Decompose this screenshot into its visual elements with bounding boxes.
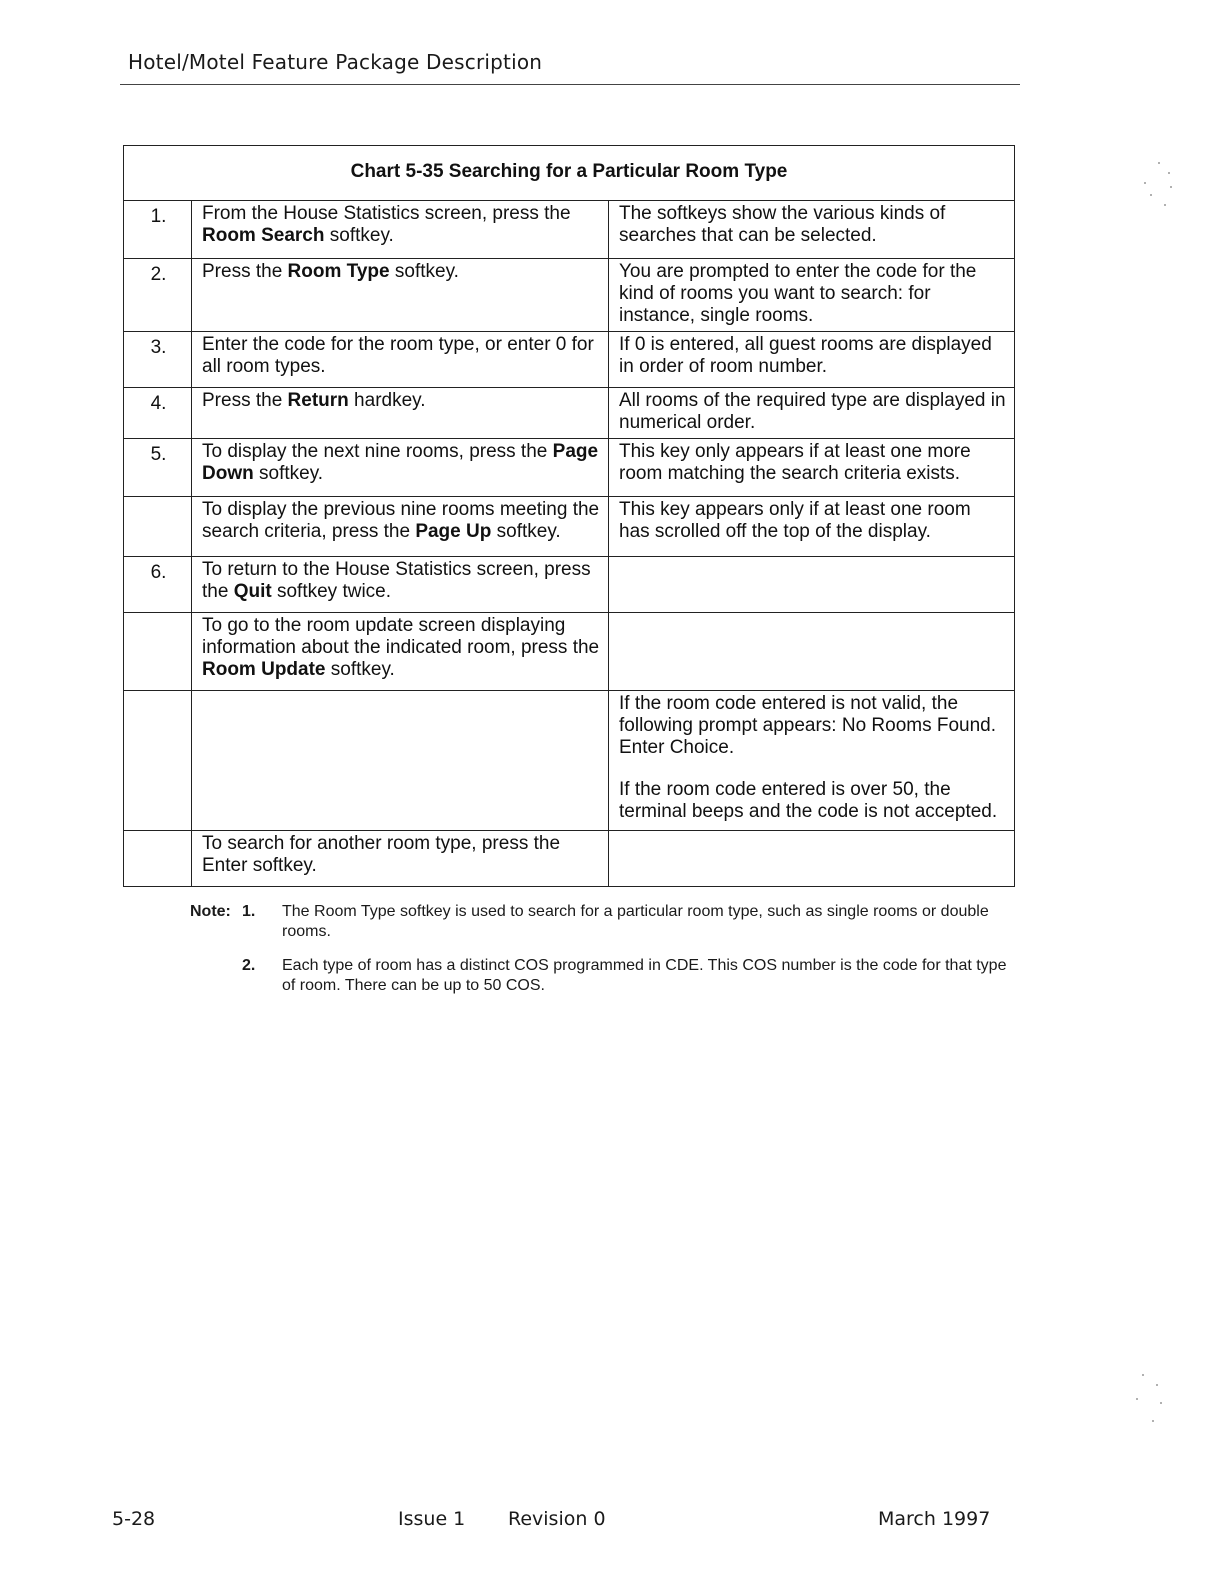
key-name: Quit [233, 581, 272, 602]
step-action [192, 557, 609, 613]
note-number: 1. [242, 903, 256, 920]
step-number: 3. [124, 332, 192, 388]
table-row [124, 497, 1015, 557]
step-action [192, 332, 609, 388]
key-name: Room Update [202, 659, 326, 680]
table-row [124, 613, 1015, 691]
text-fragment: If the room code entered is over 50, the terminal beeps and the code is not accepted. [619, 779, 998, 822]
table-row [124, 439, 1015, 497]
step-result [609, 691, 1015, 831]
text-fragment: Press the [202, 261, 288, 282]
step-result [609, 557, 1015, 613]
step-number [124, 497, 192, 557]
chart-body [124, 201, 1015, 887]
text-fragment: To go to the room update screen displaying information about the indicated room, press the [202, 615, 600, 658]
step-action [192, 439, 609, 497]
date-label: March 1997 [878, 1508, 991, 1530]
step-action [192, 201, 609, 259]
scan-speckle [1130, 1370, 1170, 1430]
page-header-title: Hotel/Motel Feature Package Description [128, 50, 543, 74]
key-name: Room Search [202, 225, 325, 246]
step-action [192, 497, 609, 557]
text-fragment: Enter the code for the room type, or enter 0 for all room types. [202, 334, 594, 377]
text-fragment: softkey twice. [271, 581, 392, 602]
step-result [609, 332, 1015, 388]
chart-title: Chart 5-35 Searching for a Particular Room Type [124, 146, 1015, 201]
note-text: The Room Type softkey is used to search for a particular room type, such as single rooms or double rooms. [282, 903, 989, 940]
revision-label: Revision 0 [508, 1508, 606, 1530]
procedure-chart [123, 145, 1015, 887]
table-row [124, 557, 1015, 613]
step-number: 2. [124, 259, 192, 332]
key-name: Page Down [202, 441, 599, 484]
step-number [124, 831, 192, 887]
step-number [124, 613, 192, 691]
text-fragment: All rooms of the required type are displayed in numerical order. [619, 390, 1006, 433]
text-fragment: This key only appears if at least one more room matching the search criteria exists. [619, 441, 971, 484]
text-fragment: softkey. [491, 521, 561, 542]
table-row [124, 831, 1015, 887]
step-result [609, 497, 1015, 557]
text-fragment: Press the [202, 390, 288, 411]
text-fragment: To return to the House Statistics screen, press the [202, 559, 591, 602]
key-name: Page Up [415, 521, 492, 542]
key-name: Return [287, 390, 349, 411]
step-number: 4. [124, 388, 192, 439]
scan-speckle [1140, 160, 1180, 220]
text-fragment: From the House Statistics screen, press the [202, 203, 571, 224]
note-text: Each type of room has a distinct COS programmed in CDE. This COS number is the code for that type of room. There can be up to 50 COS. [282, 957, 1007, 994]
text-fragment: The softkeys show the various kinds of searches that can be selected. [619, 203, 946, 246]
text-fragment: To display the previous nine rooms meeting the search criteria, press the [202, 499, 600, 542]
note-label: Note: [190, 903, 231, 920]
table-row [124, 332, 1015, 388]
page-number: 5-28 [112, 1508, 156, 1530]
step-number: 6. [124, 557, 192, 613]
step-result [609, 259, 1015, 332]
table-row [124, 691, 1015, 831]
text-fragment: You are prompted to enter the code for the kind of rooms you want to search: for instance, single rooms. [619, 261, 977, 326]
step-result [609, 201, 1015, 259]
text-fragment: To display the next nine rooms, press the [202, 441, 553, 462]
notes-section [190, 902, 1010, 1010]
step-number: 1. [124, 201, 192, 259]
table-row [124, 259, 1015, 332]
step-result [609, 388, 1015, 439]
step-action [192, 831, 609, 887]
text-fragment: To search for another room type, press the Enter softkey. [202, 833, 561, 876]
step-number [124, 691, 192, 831]
step-action [192, 388, 609, 439]
step-result [609, 613, 1015, 691]
step-action [192, 691, 609, 831]
note-item [190, 956, 1010, 996]
step-number: 5. [124, 439, 192, 497]
issue-label: Issue 1 [398, 1508, 466, 1530]
text-fragment: softkey. [324, 225, 394, 246]
step-action [192, 259, 609, 332]
note-item [190, 902, 1010, 942]
step-result [609, 439, 1015, 497]
note-number: 2. [242, 957, 256, 974]
text-fragment: softkey. [325, 659, 395, 680]
header-rule [120, 84, 1020, 85]
text-fragment: If 0 is entered, all guest rooms are displayed in order of room number. [619, 334, 992, 377]
text-fragment: hardkey. [348, 390, 426, 411]
text-fragment: This key appears only if at least one room has scrolled off the top of the display. [619, 499, 971, 542]
table-row [124, 201, 1015, 259]
key-name: Room Type [287, 261, 390, 282]
step-action [192, 613, 609, 691]
table-row [124, 388, 1015, 439]
text-fragment: softkey. [389, 261, 459, 282]
text-fragment: If the room code entered is not valid, the following prompt appears: No Rooms Found. Enter Choice. [619, 693, 997, 758]
text-fragment: softkey. [253, 463, 324, 484]
step-result [609, 831, 1015, 887]
